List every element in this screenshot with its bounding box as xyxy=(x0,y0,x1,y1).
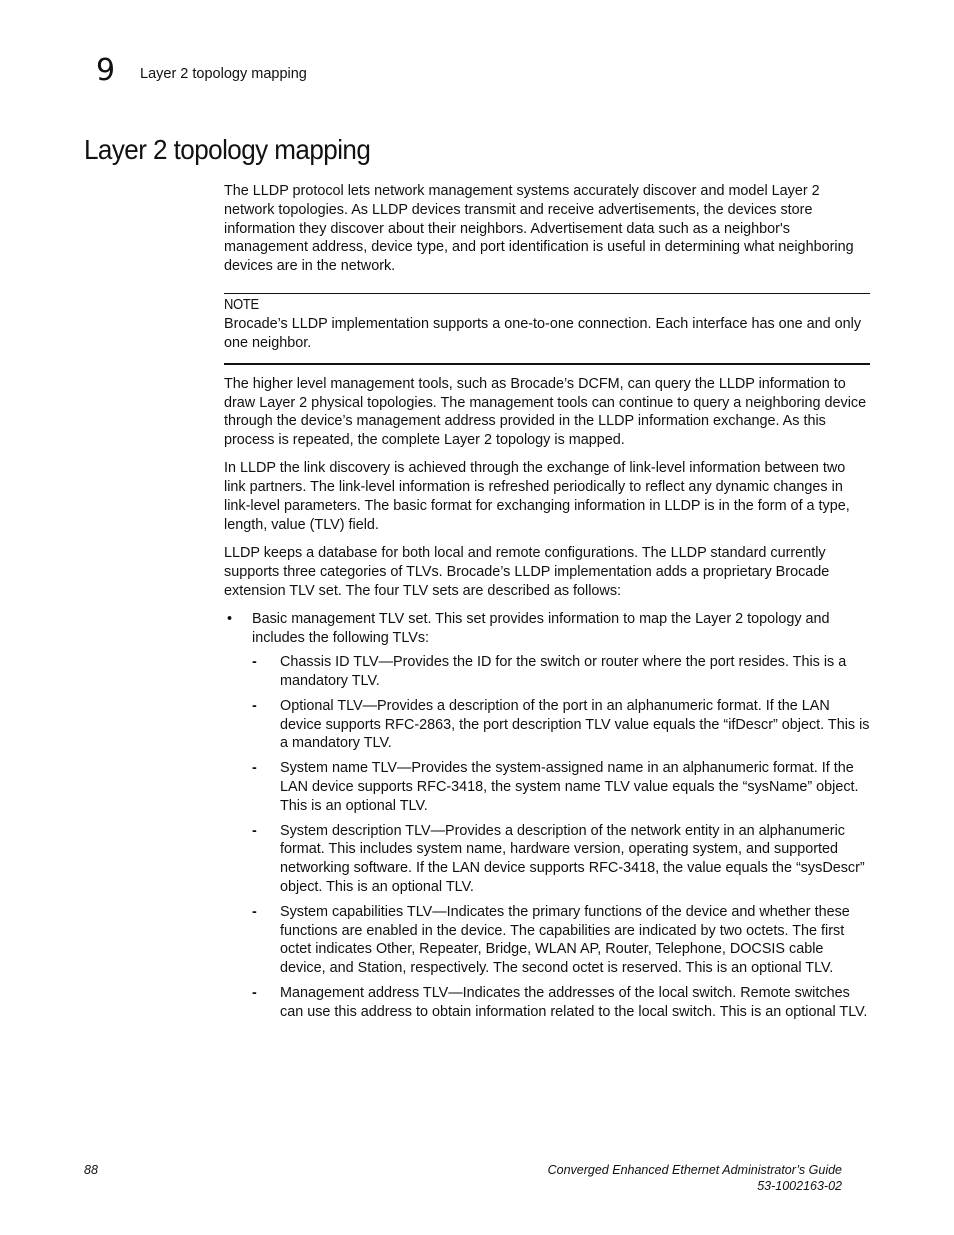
section-title: Layer 2 topology mapping xyxy=(84,134,371,165)
dash-mark: - xyxy=(252,697,257,714)
list-item xyxy=(252,653,870,691)
paragraph-tlv-sets: LLDP keeps a database for both local and remote configurations. The LLDP standard currently supports three categories of TLVs. Brocade’s LLDP implementation adds a proprietary Brocade extension TLV set. The four TLV sets are described as follows: xyxy=(224,544,830,599)
dash-mark: - xyxy=(252,903,257,920)
dash-mark: - xyxy=(252,822,257,839)
note-box xyxy=(224,293,870,365)
tlv-sublist xyxy=(252,653,870,1021)
subitem-text: Chassis ID TLV—Provides the ID for the switch or router where the port resides. This is a mandatory TLV. xyxy=(280,654,847,690)
running-header-title: Layer 2 topology mapping xyxy=(140,66,307,82)
list-item xyxy=(252,759,870,815)
body-content xyxy=(224,182,870,1028)
footer-doc-info xyxy=(548,1162,842,1194)
list-item xyxy=(252,697,870,753)
paragraph-management-tools: The higher level management tools, such as Brocade’s DCFM, can query the LLDP information to draw Layer 2 physical topologies. The management tools can continue to query a neighboring device through the device’s management address provided in the LLDP information exchange. As this process is repeated, the complete Layer 2 topology is mapped. xyxy=(224,375,867,449)
list-item xyxy=(252,984,870,1022)
note-title: NOTE xyxy=(224,296,259,313)
paragraph-link-discovery: In LLDP the link discovery is achieved through the exchange of link-level information between two link partners. The link-level information is refreshed periodically to reflect any dynamic changes in link-level parameters. The basic format for exchanging information in LLDP is in the form of a type, length, value (TLV) field. xyxy=(224,460,850,533)
list-item xyxy=(252,822,870,897)
footer-guide-title: Converged Enhanced Ethernet Administrator’s Guide xyxy=(547,1163,842,1177)
footer-doc-number: 53-1002163-02 xyxy=(757,1179,842,1193)
tlv-set-list xyxy=(224,610,870,1022)
dash-mark: - xyxy=(252,654,257,671)
bullet-mark: • xyxy=(227,610,233,627)
subitem-text: System name TLV—Provides the system-assigned name in an alphanumeric format. If the LAN device supports RFC-3418, the system name TLV value equals the “sysName” object. This is an optional TLV. xyxy=(280,760,859,814)
subitem-text: System capabilities TLV—Indicates the primary functions of the device and whether these functions are enabled in the device. The capabilities are indicated by two octets. The first octet indicates Other, Repeater, Bridge, WLAN AP, Router, Telephone, DOCSIS cable device, and Station, respectively. The second octet is reserved. This is an optional TLV. xyxy=(280,903,850,977)
intro-paragraph: The LLDP protocol lets network management systems accurately discover and model Layer 2 network topologies. As LLDP devices transmit and receive advertisements, the devices store information they discover about their neighbors. Advertisement data such as a neighbor's management address, device type, and port identification is useful in determining what neighboring devices are in the network. xyxy=(224,183,854,275)
bullet-text: Basic management TLV set. This set provides information to map the Layer 2 topology and includes the following TLVs: xyxy=(252,610,830,646)
note-text: Brocade’s LLDP implementation supports a one-to-one connection. Each interface has one and only one neighbor. xyxy=(224,315,862,351)
list-item xyxy=(224,610,870,1022)
list-item xyxy=(252,903,870,978)
subitem-text: System description TLV—Provides a description of the network entity in an alphanumeric format. This includes system name, hardware version, operating system, and supported networking software. If the LAN device supports RFC-3418, the value equals the “sysDescr” object. This is an optional TLV. xyxy=(280,822,865,896)
dash-mark: - xyxy=(252,985,257,1002)
footer-page-number: 88 xyxy=(84,1163,98,1177)
subitem-text: Optional TLV—Provides a description of the port in an alphanumeric format. If the LAN device supports RFC-2863, the port description TLV value equals the “ifDescr” object. This is a mandatory TLV. xyxy=(280,697,870,752)
chapter-number: 9 xyxy=(96,53,116,88)
dash-mark: - xyxy=(252,760,257,777)
subitem-text: Management address TLV—Indicates the addresses of the local switch. Remote switches can use this address to obtain information related to the local switch. This is an optional TLV. xyxy=(280,985,868,1020)
